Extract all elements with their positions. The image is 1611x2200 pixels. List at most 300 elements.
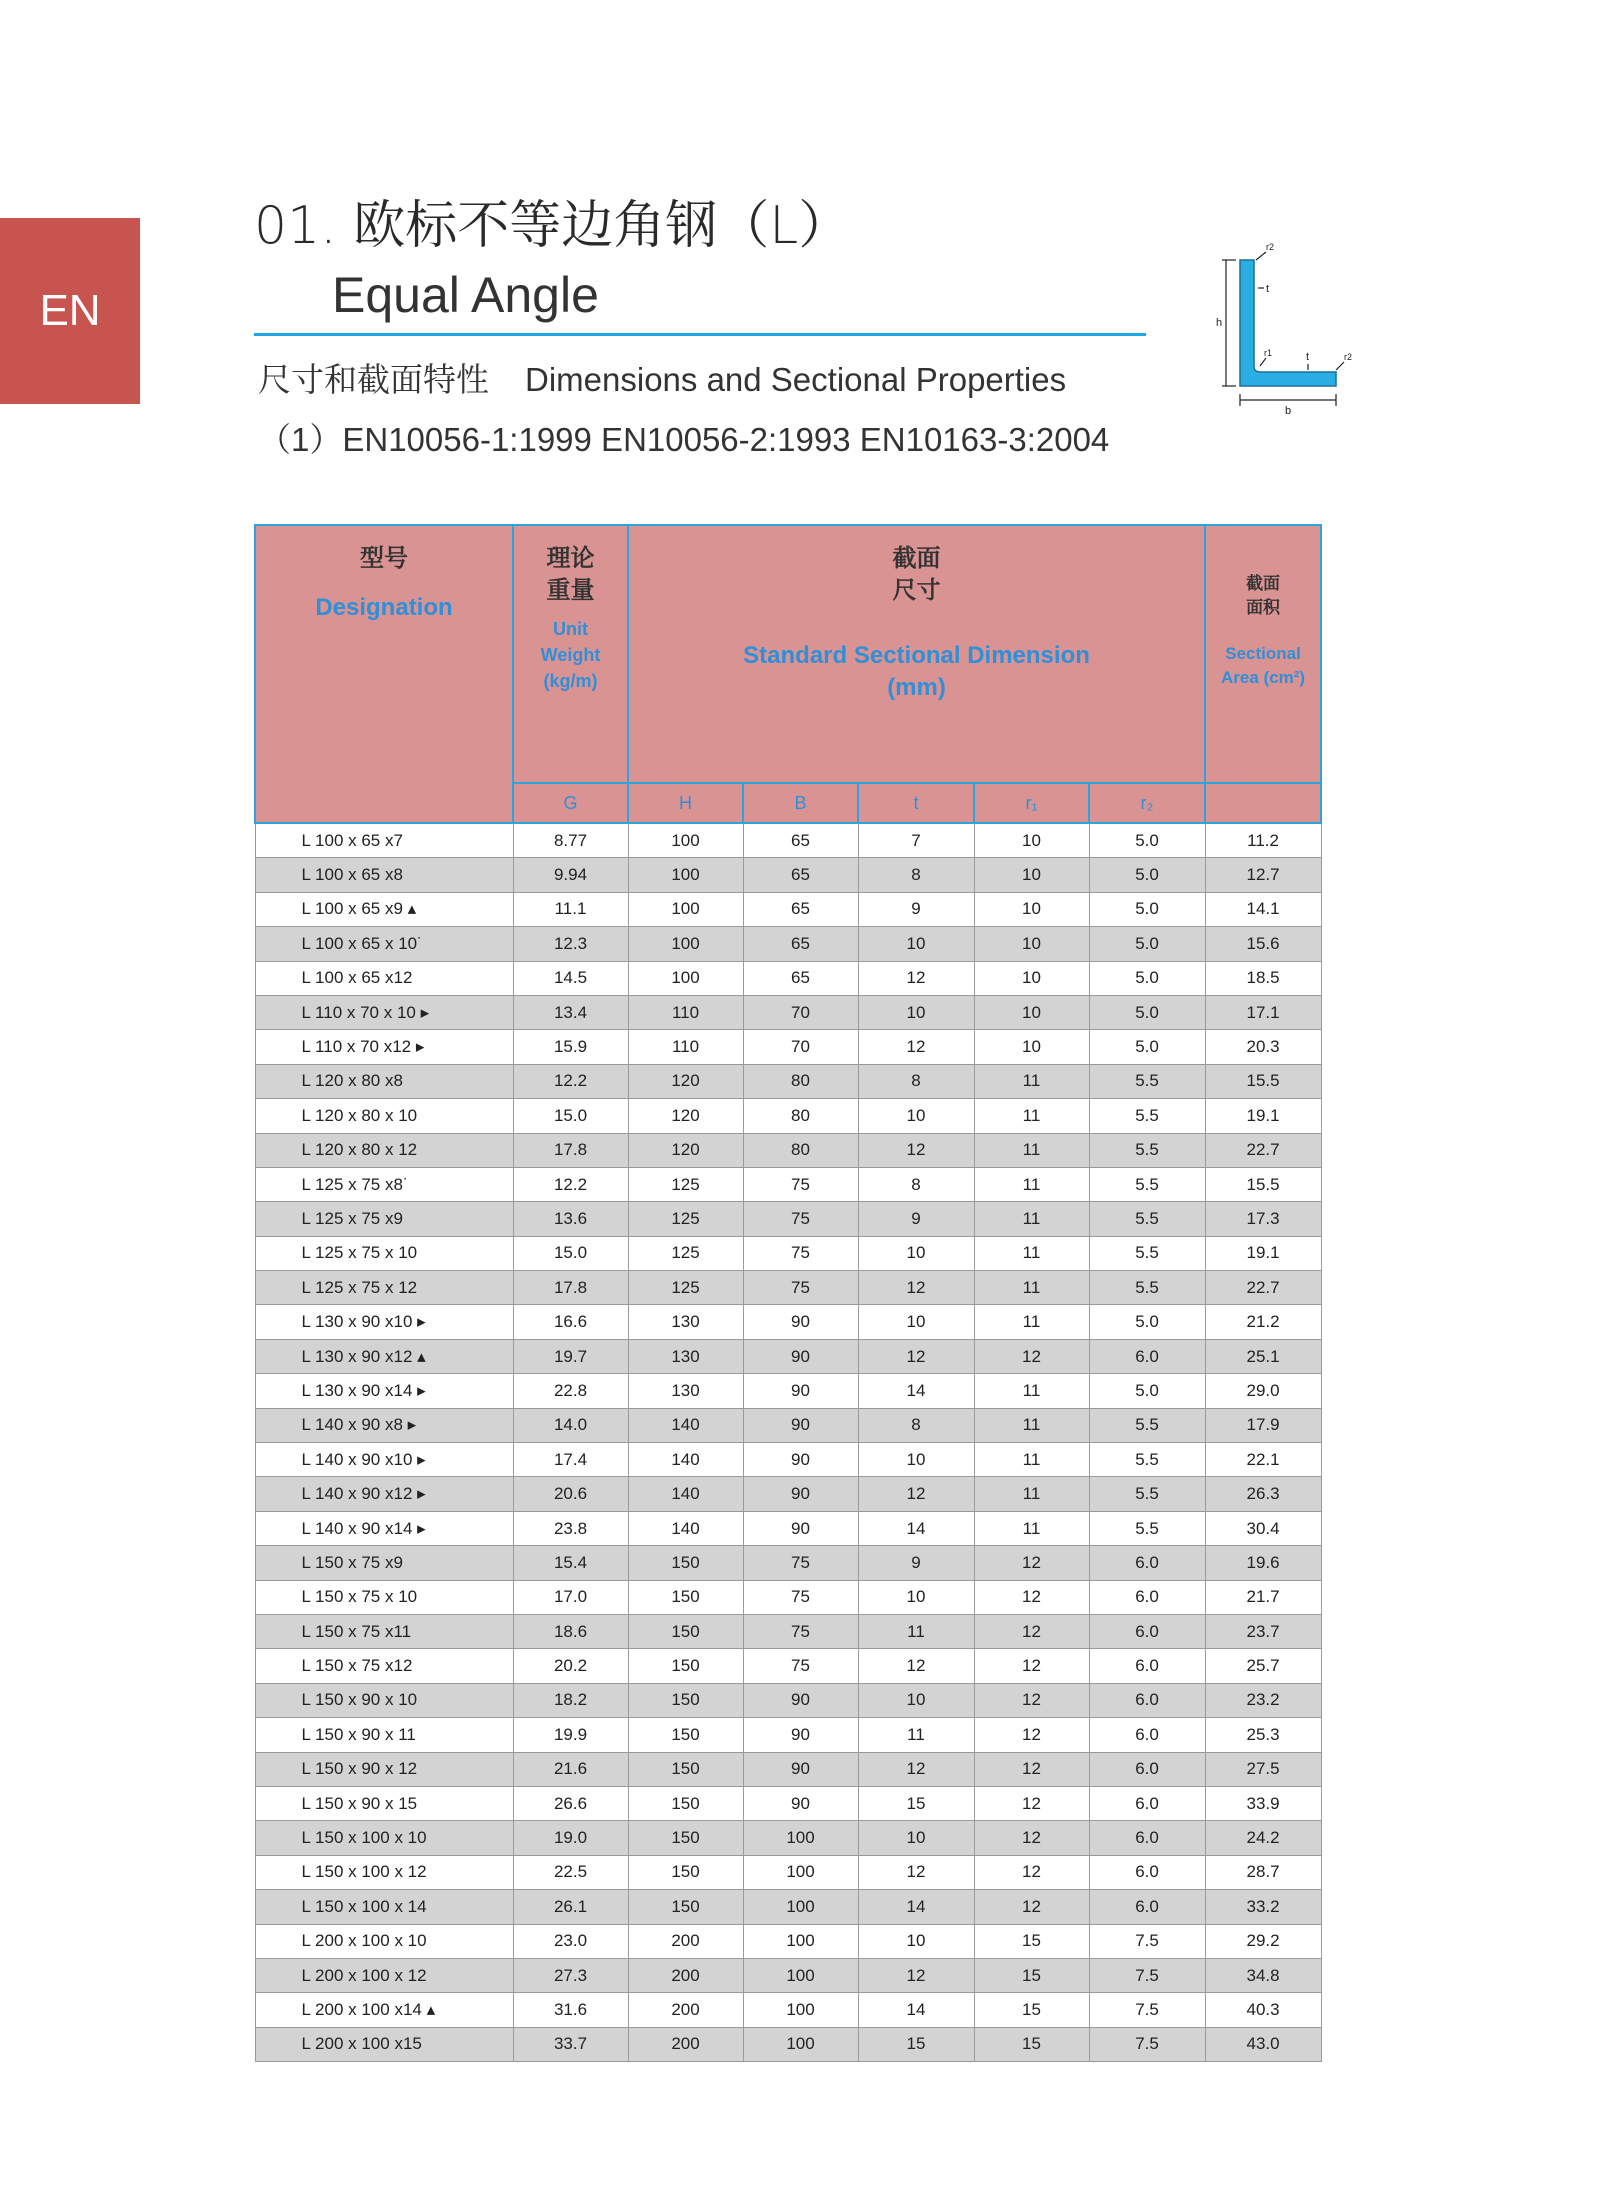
cell-weight: 14.0 [513, 1408, 628, 1442]
cell-weight: 18.6 [513, 1614, 628, 1648]
title-divider [254, 333, 1146, 336]
cell-height: 200 [628, 1958, 743, 1992]
title-block [254, 190, 1146, 328]
cell-r1: 11 [974, 1202, 1089, 1236]
cell-area: 19.1 [1205, 1236, 1321, 1270]
cell-weight: 14.5 [513, 961, 628, 995]
cell-designation: L 100 x 65 x9 ▴ [255, 892, 513, 926]
cell-designation: L 140 x 90 x12 ▸ [255, 1477, 513, 1511]
cell-thickness: 15 [858, 2027, 974, 2061]
diagram-label-r1: r1 [1264, 348, 1273, 358]
cell-height: 150 [628, 1614, 743, 1648]
cell-r1: 15 [974, 1993, 1089, 2027]
cell-r2: 5.0 [1089, 1305, 1205, 1339]
cell-r2: 5.0 [1089, 823, 1205, 858]
header-weight-cn2: 重量 [546, 576, 595, 604]
table-row [255, 1305, 1321, 1339]
cell-r1: 12 [974, 1339, 1089, 1373]
cell-area: 21.2 [1205, 1305, 1321, 1339]
language-tab[interactable]: EN [0, 218, 140, 404]
cell-thickness: 10 [858, 1924, 974, 1958]
table-row [255, 1374, 1321, 1408]
cell-designation: L 140 x 90 x8 ▸ [255, 1408, 513, 1442]
cell-thickness: 9 [858, 1202, 974, 1236]
cell-height: 200 [628, 1924, 743, 1958]
cell-height: 100 [628, 858, 743, 892]
cell-height: 110 [628, 1030, 743, 1064]
cell-width: 75 [743, 1614, 858, 1648]
cell-r1: 11 [974, 1408, 1089, 1442]
cell-thickness: 12 [858, 1030, 974, 1064]
cell-r2: 6.0 [1089, 1752, 1205, 1786]
cell-r1: 10 [974, 1030, 1089, 1064]
cell-designation: L 120 x 80 x8 [255, 1064, 513, 1098]
cell-thickness: 14 [858, 1993, 974, 2027]
cell-designation: L 150 x 75 x9 [255, 1546, 513, 1580]
cell-width: 65 [743, 858, 858, 892]
header-area-cn1: 截面 [1246, 574, 1281, 594]
cell-r2: 6.0 [1089, 1546, 1205, 1580]
cell-r1: 11 [974, 1374, 1089, 1408]
cell-area: 12.7 [1205, 858, 1321, 892]
cell-r2: 5.5 [1089, 1271, 1205, 1305]
cell-area: 25.1 [1205, 1339, 1321, 1373]
properties-table [254, 524, 1322, 2062]
cell-thickness: 8 [858, 858, 974, 892]
table-row [255, 1718, 1321, 1752]
cell-r1: 10 [974, 892, 1089, 926]
header-dimension-cn2: 尺寸 [892, 576, 941, 604]
cell-r2: 6.0 [1089, 1890, 1205, 1924]
cell-r1: 10 [974, 927, 1089, 961]
cell-thickness: 8 [858, 1408, 974, 1442]
cell-thickness: 10 [858, 1443, 974, 1477]
cell-designation: L 150 x 100 x 12 [255, 1855, 513, 1889]
cell-height: 100 [628, 927, 743, 961]
cell-designation: L 150 x 90 x 12 [255, 1752, 513, 1786]
cell-weight: 22.5 [513, 1855, 628, 1889]
angle-profile-icon [1240, 260, 1336, 386]
cell-r2: 6.0 [1089, 1580, 1205, 1614]
cell-r2: 7.5 [1089, 1924, 1205, 1958]
table-row [255, 1580, 1321, 1614]
cell-weight: 11.1 [513, 892, 628, 926]
table-row [255, 927, 1321, 961]
cell-r1: 12 [974, 1718, 1089, 1752]
cell-weight: 16.6 [513, 1305, 628, 1339]
subheader-g: G [513, 783, 628, 823]
cell-designation: L 140 x 90 x10 ▸ [255, 1443, 513, 1477]
cell-thickness: 14 [858, 1374, 974, 1408]
table-row [255, 1202, 1321, 1236]
cell-r1: 11 [974, 1236, 1089, 1270]
subheader-r1: r₁ [974, 783, 1089, 823]
cell-designation: L 200 x 100 x 12 [255, 1958, 513, 1992]
header-area [1205, 525, 1321, 783]
cell-height: 150 [628, 1580, 743, 1614]
table-row [255, 1064, 1321, 1098]
table-row [255, 892, 1321, 926]
cell-area: 43.0 [1205, 2027, 1321, 2061]
cell-height: 100 [628, 823, 743, 858]
cell-area: 24.2 [1205, 1821, 1321, 1855]
cell-r1: 11 [974, 1167, 1089, 1201]
cell-height: 150 [628, 1821, 743, 1855]
cell-weight: 19.9 [513, 1718, 628, 1752]
cell-designation: L 150 x 100 x 14 [255, 1890, 513, 1924]
table-row [255, 1271, 1321, 1305]
cell-designation: L 125 x 75 x8˙ [255, 1167, 513, 1201]
cell-r2: 5.0 [1089, 927, 1205, 961]
table-body [255, 823, 1321, 2062]
cell-r2: 6.0 [1089, 1855, 1205, 1889]
cell-height: 125 [628, 1236, 743, 1270]
cell-area: 26.3 [1205, 1477, 1321, 1511]
table-row [255, 1683, 1321, 1717]
cell-width: 100 [743, 2027, 858, 2061]
cell-thickness: 15 [858, 1786, 974, 1820]
cell-r1: 11 [974, 1511, 1089, 1545]
cell-weight: 23.8 [513, 1511, 628, 1545]
cell-r2: 6.0 [1089, 1821, 1205, 1855]
cell-designation: L 140 x 90 x14 ▸ [255, 1511, 513, 1545]
cell-thickness: 9 [858, 1546, 974, 1580]
cell-height: 150 [628, 1786, 743, 1820]
cell-area: 17.1 [1205, 995, 1321, 1029]
cell-area: 29.2 [1205, 1924, 1321, 1958]
cell-area: 20.3 [1205, 1030, 1321, 1064]
table-row [255, 1236, 1321, 1270]
cell-designation: L 200 x 100 x14 ▴ [255, 1993, 513, 2027]
table-row [255, 1511, 1321, 1545]
cell-height: 100 [628, 892, 743, 926]
header-area-en1: Sectional [1225, 644, 1301, 663]
cell-r2: 7.5 [1089, 1958, 1205, 1992]
cell-width: 80 [743, 1064, 858, 1098]
header-designation-en: Designation [315, 594, 453, 621]
diagram-label-h: h [1216, 317, 1223, 329]
table-row [255, 1443, 1321, 1477]
table-row [255, 1752, 1321, 1786]
cell-thickness: 12 [858, 1477, 974, 1511]
cell-designation: L 100 x 65 x8 [255, 858, 513, 892]
cell-thickness: 11 [858, 1614, 974, 1648]
cell-height: 200 [628, 2027, 743, 2061]
cell-weight: 13.6 [513, 1202, 628, 1236]
cell-weight: 17.0 [513, 1580, 628, 1614]
cell-width: 100 [743, 1958, 858, 1992]
cell-r1: 11 [974, 1305, 1089, 1339]
cell-thickness: 10 [858, 1305, 974, 1339]
cell-r2: 5.0 [1089, 858, 1205, 892]
cell-designation: L 130 x 90 x12 ▴ [255, 1339, 513, 1373]
cell-area: 22.7 [1205, 1133, 1321, 1167]
cell-designation: L 130 x 90 x14 ▸ [255, 1374, 513, 1408]
cell-r2: 6.0 [1089, 1649, 1205, 1683]
cell-weight: 8.77 [513, 823, 628, 858]
table-row [255, 1477, 1321, 1511]
cell-r1: 15 [974, 2027, 1089, 2061]
cell-r2: 5.5 [1089, 1443, 1205, 1477]
cell-thickness: 14 [858, 1511, 974, 1545]
cell-r1: 12 [974, 1890, 1089, 1924]
cell-width: 100 [743, 1993, 858, 2027]
cell-weight: 9.94 [513, 858, 628, 892]
cell-designation: L 125 x 75 x 10 [255, 1236, 513, 1270]
cell-thickness: 12 [858, 1855, 974, 1889]
cell-thickness: 12 [858, 1649, 974, 1683]
cell-r2: 5.5 [1089, 1133, 1205, 1167]
cell-width: 75 [743, 1167, 858, 1201]
diagram-label-r2-top: r2 [1266, 242, 1275, 252]
cell-width: 90 [743, 1683, 858, 1717]
cell-width: 70 [743, 995, 858, 1029]
cell-height: 150 [628, 1752, 743, 1786]
cell-height: 120 [628, 1133, 743, 1167]
header-area-en2: Area (cm²) [1221, 668, 1306, 687]
cell-weight: 12.3 [513, 927, 628, 961]
cell-height: 200 [628, 1993, 743, 2027]
subheader-b: B [743, 783, 858, 823]
cell-weight: 31.6 [513, 1993, 628, 2027]
cell-designation: L 125 x 75 x9 [255, 1202, 513, 1236]
cell-width: 90 [743, 1786, 858, 1820]
cell-r2: 6.0 [1089, 1786, 1205, 1820]
cell-area: 11.2 [1205, 823, 1321, 858]
cell-width: 75 [743, 1236, 858, 1270]
cell-area: 15.5 [1205, 1064, 1321, 1098]
header-dimension-cn1: 截面 [892, 544, 941, 572]
cell-designation: L 125 x 75 x 12 [255, 1271, 513, 1305]
cell-r2: 6.0 [1089, 1718, 1205, 1752]
header-dimension-en2: (mm) [887, 674, 946, 701]
table-row [255, 1167, 1321, 1201]
cell-thickness: 12 [858, 961, 974, 995]
cell-weight: 20.2 [513, 1649, 628, 1683]
cell-weight: 19.0 [513, 1821, 628, 1855]
cell-weight: 15.9 [513, 1030, 628, 1064]
table-row [255, 1958, 1321, 1992]
cell-designation: L 200 x 100 x 10 [255, 1924, 513, 1958]
cell-width: 100 [743, 1855, 858, 1889]
table-row [255, 858, 1321, 892]
cell-width: 100 [743, 1890, 858, 1924]
cell-r2: 5.0 [1089, 995, 1205, 1029]
cell-width: 75 [743, 1649, 858, 1683]
cell-designation: L 120 x 80 x 10 [255, 1099, 513, 1133]
table-row [255, 1993, 1321, 2027]
cell-r2: 5.5 [1089, 1477, 1205, 1511]
cell-weight: 18.2 [513, 1683, 628, 1717]
cell-r1: 12 [974, 1546, 1089, 1580]
table-row [255, 995, 1321, 1029]
cell-weight: 33.7 [513, 2027, 628, 2061]
cell-width: 65 [743, 927, 858, 961]
cell-width: 65 [743, 823, 858, 858]
cell-r2: 7.5 [1089, 1993, 1205, 2027]
cell-weight: 15.4 [513, 1546, 628, 1580]
cell-thickness: 8 [858, 1167, 974, 1201]
cell-weight: 21.6 [513, 1752, 628, 1786]
cell-height: 150 [628, 1890, 743, 1924]
cell-designation: L 150 x 100 x 10 [255, 1821, 513, 1855]
cell-area: 17.9 [1205, 1408, 1321, 1442]
table-row [255, 1821, 1321, 1855]
cell-area: 23.2 [1205, 1683, 1321, 1717]
cell-height: 120 [628, 1099, 743, 1133]
cell-r2: 6.0 [1089, 1683, 1205, 1717]
table-row [255, 1030, 1321, 1064]
header-designation [255, 525, 513, 823]
cell-width: 90 [743, 1718, 858, 1752]
cell-r1: 12 [974, 1752, 1089, 1786]
header-dimension-en1: Standard Sectional Dimension [743, 642, 1090, 669]
cell-height: 130 [628, 1374, 743, 1408]
subtitle-en: Dimensions and Sectional Properties [525, 361, 1067, 398]
header-weight-en3: (kg/m) [543, 671, 598, 691]
cell-area: 27.5 [1205, 1752, 1321, 1786]
properties-table-wrapper [254, 524, 1320, 2062]
cell-height: 125 [628, 1271, 743, 1305]
cell-r2: 5.0 [1089, 961, 1205, 995]
table-row [255, 1614, 1321, 1648]
table-row [255, 1786, 1321, 1820]
table-row [255, 1890, 1321, 1924]
table-row [255, 2027, 1321, 2061]
cell-thickness: 12 [858, 1339, 974, 1373]
table-row [255, 1408, 1321, 1442]
cell-designation: L 100 x 65 x7 [255, 823, 513, 858]
cell-width: 90 [743, 1477, 858, 1511]
cell-r1: 11 [974, 1064, 1089, 1098]
cell-designation: L 150 x 90 x 10 [255, 1683, 513, 1717]
cell-r1: 11 [974, 1099, 1089, 1133]
header-area-cn2: 面积 [1246, 598, 1281, 618]
header-designation-cn: 型号 [360, 544, 408, 572]
cell-designation: L 200 x 100 x15 [255, 2027, 513, 2061]
cell-area: 14.1 [1205, 892, 1321, 926]
cell-area: 28.7 [1205, 1855, 1321, 1889]
cell-width: 65 [743, 892, 858, 926]
cell-weight: 15.0 [513, 1099, 628, 1133]
cell-width: 90 [743, 1305, 858, 1339]
cell-thickness: 12 [858, 1752, 974, 1786]
cell-thickness: 12 [858, 1958, 974, 1992]
cell-height: 140 [628, 1511, 743, 1545]
cell-r1: 10 [974, 961, 1089, 995]
subtitle-cn: 尺寸和截面特性 [258, 360, 489, 399]
cell-r2: 5.5 [1089, 1236, 1205, 1270]
cell-height: 150 [628, 1855, 743, 1889]
cell-r2: 5.5 [1089, 1167, 1205, 1201]
cell-width: 70 [743, 1030, 858, 1064]
cell-r2: 5.5 [1089, 1202, 1205, 1236]
cell-area: 25.3 [1205, 1718, 1321, 1752]
standards-line: （1）EN10056-1:1999 EN10056-2:1993 EN10163-3:2004 [258, 421, 1110, 458]
table-row [255, 1339, 1321, 1373]
cell-weight: 26.6 [513, 1786, 628, 1820]
subheader-h: H [628, 783, 743, 823]
cell-r1: 11 [974, 1271, 1089, 1305]
cell-r2: 5.0 [1089, 1374, 1205, 1408]
table-row [255, 1855, 1321, 1889]
cell-r1: 10 [974, 823, 1089, 858]
page-title-en: Equal Angle [332, 267, 599, 323]
cell-thickness: 9 [858, 892, 974, 926]
cell-r1: 12 [974, 1649, 1089, 1683]
cell-width: 75 [743, 1546, 858, 1580]
cell-height: 150 [628, 1683, 743, 1717]
cell-area: 29.0 [1205, 1374, 1321, 1408]
cell-r2: 5.0 [1089, 1030, 1205, 1064]
cell-area: 30.4 [1205, 1511, 1321, 1545]
cell-width: 100 [743, 1924, 858, 1958]
diagram-label-b: b [1285, 405, 1292, 417]
cell-width: 90 [743, 1443, 858, 1477]
header-weight-cn1: 理论 [546, 544, 595, 572]
diagram-label-r2-right: r2 [1344, 352, 1353, 362]
cell-weight: 17.8 [513, 1133, 628, 1167]
cell-designation: L 150 x 90 x 15 [255, 1786, 513, 1820]
cell-r1: 12 [974, 1855, 1089, 1889]
cell-width: 80 [743, 1133, 858, 1167]
cell-r2: 5.5 [1089, 1064, 1205, 1098]
subheader-t: t [858, 783, 974, 823]
cell-height: 150 [628, 1649, 743, 1683]
cell-r2: 5.5 [1089, 1408, 1205, 1442]
header-weight [513, 525, 628, 783]
cell-r2: 5.5 [1089, 1511, 1205, 1545]
cell-width: 65 [743, 961, 858, 995]
cell-area: 15.6 [1205, 927, 1321, 961]
cell-area: 17.3 [1205, 1202, 1321, 1236]
cell-height: 110 [628, 995, 743, 1029]
cell-height: 150 [628, 1546, 743, 1580]
cell-weight: 15.0 [513, 1236, 628, 1270]
cell-width: 80 [743, 1099, 858, 1133]
cell-width: 100 [743, 1821, 858, 1855]
cell-area: 34.8 [1205, 1958, 1321, 1992]
cell-weight: 17.8 [513, 1271, 628, 1305]
cell-area: 33.2 [1205, 1890, 1321, 1924]
cell-weight: 26.1 [513, 1890, 628, 1924]
cell-height: 130 [628, 1305, 743, 1339]
cell-designation: L 110 x 70 x 10 ▸ [255, 995, 513, 1029]
table-row [255, 961, 1321, 995]
cell-r1: 15 [974, 1958, 1089, 1992]
cell-thickness: 7 [858, 823, 974, 858]
cell-width: 75 [743, 1580, 858, 1614]
cell-r1: 12 [974, 1614, 1089, 1648]
table-row [255, 1649, 1321, 1683]
cell-weight: 19.7 [513, 1339, 628, 1373]
cell-weight: 20.6 [513, 1477, 628, 1511]
table-row [255, 823, 1321, 858]
cell-thickness: 10 [858, 1821, 974, 1855]
cell-thickness: 10 [858, 1236, 974, 1270]
cell-area: 33.9 [1205, 1786, 1321, 1820]
cell-width: 90 [743, 1752, 858, 1786]
cell-r2: 6.0 [1089, 1614, 1205, 1648]
cell-r1: 11 [974, 1133, 1089, 1167]
cell-weight: 27.3 [513, 1958, 628, 1992]
table-row [255, 1924, 1321, 1958]
cell-area: 22.1 [1205, 1443, 1321, 1477]
page-title-cn: 01. 欧标不等边角钢（L） [254, 196, 851, 256]
cell-height: 130 [628, 1339, 743, 1373]
cell-r1: 10 [974, 858, 1089, 892]
subheader-r2: r₂ [1089, 783, 1205, 823]
